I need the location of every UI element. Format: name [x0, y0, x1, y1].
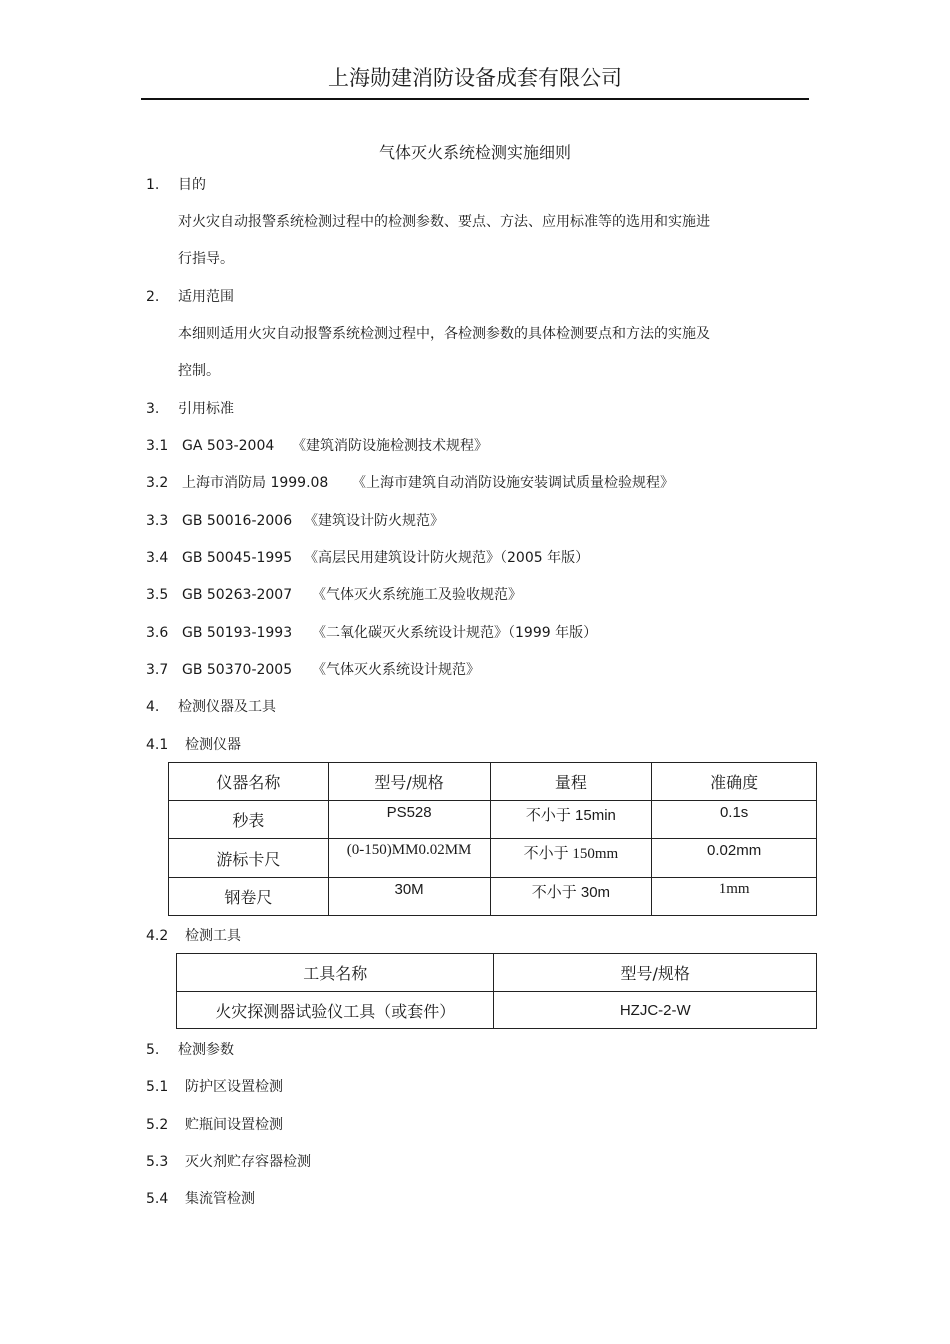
table-cell: 游标卡尺 — [169, 839, 329, 878]
section-1-heading: 目的 — [178, 177, 206, 193]
param-5-3-number: 5.3 — [146, 1154, 169, 1170]
table-cell: PS528 — [328, 801, 490, 839]
ref-3-7-code: GB 50370-2005 — [182, 662, 293, 678]
table-cell: 不小于 30m — [490, 878, 652, 916]
section-2-heading: 适用范围 — [178, 289, 234, 305]
table-header-cell: 型号/规格 — [494, 954, 817, 992]
section-1-number: 1. — [146, 177, 160, 193]
header-divider — [141, 98, 809, 100]
ref-3-4-code: GB 50045-1995 — [182, 550, 293, 566]
table-header-cell: 型号/规格 — [328, 763, 490, 801]
section-2-body-line1: 本细则适用火灾自动报警系统检测过程中，各检测参数的具体检测要点和方法的实施及 — [178, 326, 710, 342]
section-5-heading: 检测参数 — [178, 1042, 234, 1058]
company-header: 上海勋建消防设备成套有限公司 — [328, 66, 622, 90]
section-3-number: 3. — [146, 401, 160, 417]
table-cell: 0.1s — [652, 801, 817, 839]
param-5-4-number: 5.4 — [146, 1191, 169, 1207]
ref-3-6-code: GB 50193-1993 — [182, 625, 293, 641]
ref-3-5-code: GB 50263-2007 — [182, 587, 293, 603]
section-3-heading: 引用标准 — [178, 401, 234, 417]
document-title: 气体灭火系统检测实施细则 — [378, 143, 571, 162]
table-cell: HZJC-2-W — [494, 992, 817, 1029]
table-header-cell: 工具名称 — [177, 954, 494, 992]
ref-3-6-name: 《二氧化碳灭火系统设计规范》（1999 年版） — [312, 625, 598, 641]
table-cell: 火灾探测器试验仪工具（或套件） — [177, 992, 494, 1029]
table-header-cell: 准确度 — [652, 763, 817, 801]
table-header-cell: 仪器名称 — [169, 763, 329, 801]
ref-3-3-code: GB 50016-2006 — [182, 513, 293, 529]
ref-3-5-name: 《气体灭火系统施工及验收规范》 — [312, 587, 522, 603]
table-header-row — [177, 954, 817, 992]
param-5-2-name: 贮瓶间设置检测 — [185, 1117, 283, 1133]
table-header-cell: 量程 — [490, 763, 652, 801]
table-cell: 1mm — [652, 878, 817, 916]
tools-table — [176, 953, 817, 1029]
section-1-body-line2: 行指导。 — [178, 251, 234, 267]
table-cell: 钢卷尺 — [169, 878, 329, 916]
section-2-body-line2: 控制。 — [178, 363, 220, 379]
ref-3-7-number: 3.7 — [146, 662, 169, 678]
ref-3-2-name: 《上海市建筑自动消防设施安装调试质量检验规程》 — [352, 475, 674, 491]
param-5-1-name: 防护区设置检测 — [185, 1079, 283, 1095]
param-5-3-name: 灭火剂贮存容器检测 — [185, 1154, 311, 1170]
param-5-1-number: 5.1 — [146, 1079, 169, 1095]
table-cell: 不小于 150mm — [490, 839, 652, 878]
section-5-number: 5. — [146, 1042, 160, 1058]
table-cell: 30M — [328, 878, 490, 916]
ref-3-6-number: 3.6 — [146, 625, 169, 641]
table-cell: 0.02mm — [652, 839, 817, 878]
table-row — [169, 878, 817, 916]
table-row — [177, 992, 817, 1029]
table-header-row — [169, 763, 817, 801]
subsection-4-2-heading: 检测工具 — [185, 928, 241, 944]
table-row — [169, 801, 817, 839]
subsection-4-2-number: 4.2 — [146, 928, 169, 944]
section-4-heading: 检测仪器及工具 — [178, 699, 276, 715]
ref-3-2-number: 3.2 — [146, 475, 169, 491]
param-5-2-number: 5.2 — [146, 1117, 169, 1133]
section-2-number: 2. — [146, 289, 160, 305]
ref-3-2-code: 上海市消防局 1999.08 — [182, 475, 329, 491]
ref-3-1-number: 3.1 — [146, 438, 169, 454]
ref-3-4-number: 3.4 — [146, 550, 169, 566]
subsection-4-1-number: 4.1 — [146, 737, 169, 753]
ref-3-4-name: 《高层民用建筑设计防火规范》（2005 年版） — [304, 550, 590, 566]
subsection-4-1-heading: 检测仪器 — [185, 737, 241, 753]
ref-3-1-code: GA 503-2004 — [182, 438, 275, 454]
table-cell: 秒表 — [169, 801, 329, 839]
ref-3-3-number: 3.3 — [146, 513, 169, 529]
table-cell: (0-150)MM0.02MM — [328, 839, 490, 878]
section-1-body-line1: 对火灾自动报警系统检测过程中的检测参数、要点、方法、应用标准等的选用和实施进 — [178, 214, 710, 230]
table-row — [169, 839, 817, 878]
ref-3-3-name: 《建筑设计防火规范》 — [304, 513, 444, 529]
ref-3-5-number: 3.5 — [146, 587, 169, 603]
section-4-number: 4. — [146, 699, 160, 715]
ref-3-7-name: 《气体灭火系统设计规范》 — [312, 662, 480, 678]
instruments-table — [168, 762, 817, 916]
param-5-4-name: 集流管检测 — [185, 1191, 255, 1207]
table-cell: 不小于 15min — [490, 801, 652, 839]
ref-3-1-name: 《建筑消防设施检测技术规程》 — [292, 438, 488, 454]
